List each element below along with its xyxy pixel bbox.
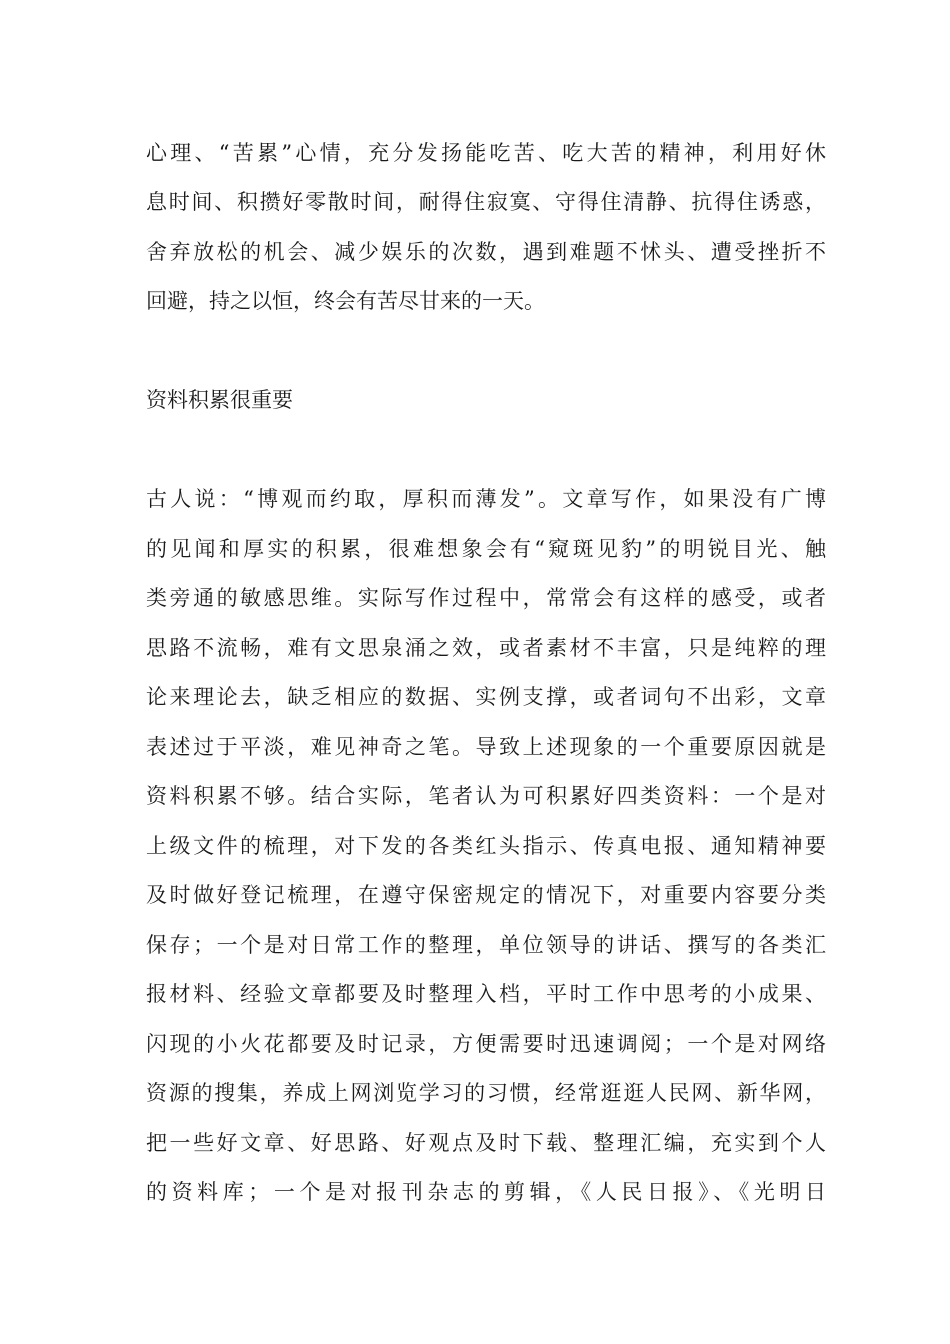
paragraph-2-line-12: 闪现的小火花都要及时记录，方便需要时迅速调阅；一个是对网络 — [146, 1032, 826, 1056]
section-heading: 资料积累很重要 — [146, 388, 293, 412]
paragraph-2-line-4: 思路不流畅，难有文思泉涌之效，或者素材不丰富，只是纯粹的理 — [146, 636, 826, 660]
paragraph-2-line-3: 类旁通的敏感思维。实际写作过程中，常常会有这样的感受，或者 — [146, 586, 826, 610]
paragraph-2-line-10: 保存；一个是对日常工作的整理，单位领导的讲话、撰写的各类汇 — [146, 933, 826, 957]
paragraph-1-line-2: 息时间、积攒好零散时间，耐得住寂寞、守得住清静、抗得住诱惑， — [146, 190, 826, 214]
paragraph-2-line-7: 资料积累不够。结合实际，笔者认为可积累好四类资料：一个是对 — [146, 784, 826, 808]
paragraph-2-line-11: 报材料、经验文章都要及时整理入档，平时工作中思考的小成果、 — [146, 982, 826, 1006]
paragraph-1-line-1: 心理、“苦累”心情，充分发扬能吃苦、吃大苦的精神，利用好休 — [146, 141, 826, 165]
paragraph-2-line-15: 的资料库；一个是对报刊杂志的剪辑，《人民日报》、《光明日 — [146, 1180, 826, 1204]
paragraph-2-line-9: 及时做好登记梳理，在遵守保密规定的情况下，对重要内容要分类 — [146, 883, 826, 907]
paragraph-1-line-3: 舍弃放松的机会、减少娱乐的次数，遇到难题不怵头、遭受挫折不 — [146, 240, 826, 264]
paragraph-2-line-5: 论来理论去，缺乏相应的数据、实例支撑，或者词句不出彩，文章 — [146, 685, 826, 709]
paragraph-1-line-4: 回避，持之以恒，终会有苦尽甘来的一天。 — [146, 289, 545, 313]
paragraph-2-line-2: 的见闻和厚实的积累，很难想象会有“窥斑见豹”的明锐目光、触 — [146, 537, 826, 561]
paragraph-2-line-1: 古人说：“博观而约取，厚积而薄发”。文章写作，如果没有广博 — [146, 487, 826, 511]
paragraph-2-line-8: 上级文件的梳理，对下发的各类红头指示、传真电报、通知精神要 — [146, 834, 826, 858]
paragraph-2-line-6: 表述过于平淡，难见神奇之笔。导致上述现象的一个重要原因就是 — [146, 735, 826, 759]
paragraph-2-line-14: 把一些好文章、好思路、好观点及时下载、整理汇编，充实到个人 — [146, 1131, 826, 1155]
paragraph-2-line-13: 资源的搜集，养成上网浏览学习的习惯，经常逛逛人民网、新华网， — [146, 1081, 826, 1105]
